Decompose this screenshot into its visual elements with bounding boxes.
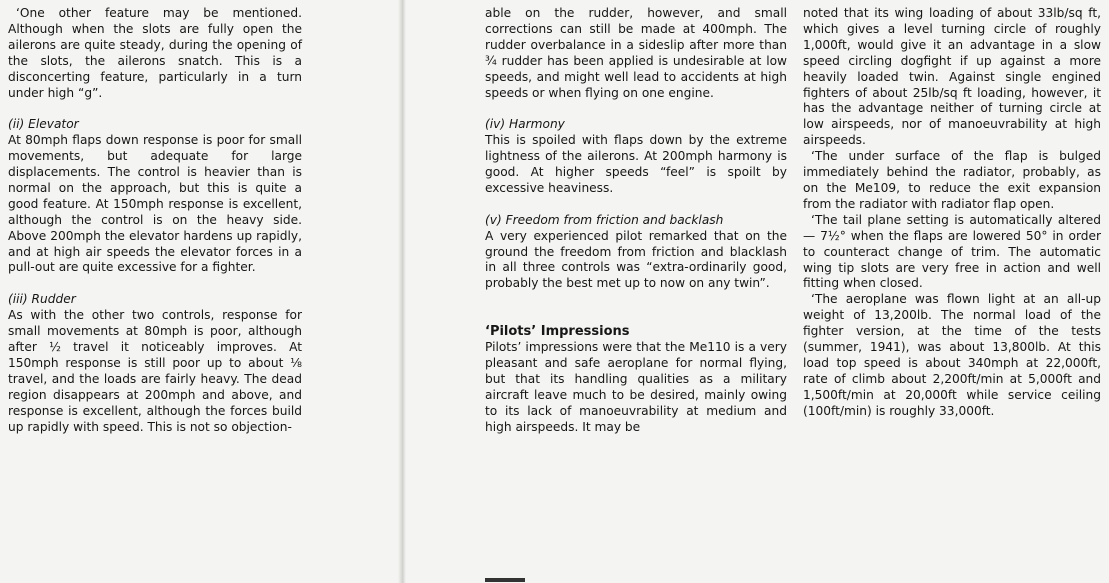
paragraph-pilots-impressions: Pilots’ impressions were that the Me110 is a very pleasant and safe aeroplane for normal flying, but that its handling qualities as a military aircraft leave much to be desired, mainly owing to its lack of manoeuvrability at medium and high airspeeds. It may be [485, 339, 787, 434]
page-gutter [398, 0, 406, 583]
heading-elevator: (ii) Elevator [8, 117, 79, 132]
heading-rudder: (iii) Rudder [8, 292, 76, 307]
paragraph-tail-plane: ‘The tail plane setting is automatically altered — 7½° when the flaps are lowered 50° in order to counteract change of trim. The automatic wing tip slots are very free in action and well fitting when closed. [803, 212, 1101, 291]
text-column-middle [485, 6, 787, 435]
paragraph-wing-loading: noted that its wing loading of about 33lb/sq ft, which gives a level turning circle of roughly 1,000ft, would give it an advantage in a slow speed circling dogfight if up against a more heavily loaded twin. Against single engined fighters of about 25lb/sq ft loading, however, it has the advantage neither of turning circle at low airspeeds, nor of manoeuvrability at high airspeeds. [803, 6, 1101, 148]
paragraph-rudder: As with the other two controls, response for small movements at 80mph is poor, although after ½ travel it noticeably improves. At 150mph response is still poor up to about ⅛ travel, and the loads are fairly heavy. The dead region disappears at 200mph and above, and response is excellent, although the forces build up rapidly with speed. This is not so objection- [8, 308, 302, 434]
paragraph-elevator: At 80mph flaps down response is poor for small movements, but adequate for large displacements. The control is heavier than is normal on the approach, but this is quite a good feature. At 150mph response is excellent, although the control is on the heavy side. Above 200mph the elevator hardens up rapidly, and at high air speeds the elevator forces in a pull-out are quite excessive for a fighter. [8, 133, 302, 275]
heading-pilots-impressions: ‘Pilots’ Impressions [485, 324, 630, 340]
paragraph-freedom-from-friction: A very experienced pilot remarked that on the ground the freedom from friction and blacklash in all three controls was “extra-ordinarily good, probably the best met up to now on any twin”. [485, 228, 787, 291]
heading-harmony: (iv) Harmony [485, 117, 565, 132]
paragraph-weight-performance: ‘The aeroplane was flown light at an all-up weight of 13,200lb. The normal load of the fighter version, at the time of the tests (summer, 1941), was about 13,800lb. At this load top speed is about 340mph at 22,000ft, rate of climb about 2,200ft/min at 5,000ft and 1,500ft/min at 20,000ft while service ceiling (100ft/min) is roughly 33,000ft. [803, 292, 1101, 418]
text-column-left [8, 6, 302, 435]
paragraph-harmony: This is spoiled with flaps down by the extreme lightness of the ailerons. At 200mph harmony is good. At higher speeds “feel” is spoilt by excessive heaviness. [485, 133, 787, 195]
paragraph-flap-surface: ‘The under surface of the flap is bulged immediately behind the radiator, probably, as on the Me109, to reduce the exit expansion from the radiator with radiator flap open. [803, 149, 1101, 211]
text-column-right [803, 6, 1101, 420]
paragraph-rudder-continued: able on the rudder, however, and small corrections can still be made at 400mph. The rudder overbalance in a sideslip after more than ¾ rudder has been applied is undesirable at low speeds, and might well lead to accidents at high speeds or when flying on one engine. [485, 6, 787, 100]
page-footer-mark [485, 578, 525, 582]
heading-freedom-from-friction: (v) Freedom from friction and backlash [485, 212, 724, 227]
paragraph-ailerons-snatch: ‘One other feature may be mentioned. Although when the slots are fully open the ailerons are quite steady, during the opening of the slots, the ailerons snatch. This is a disconcerting feature, particularly in a turn under high “g”. [8, 6, 302, 100]
